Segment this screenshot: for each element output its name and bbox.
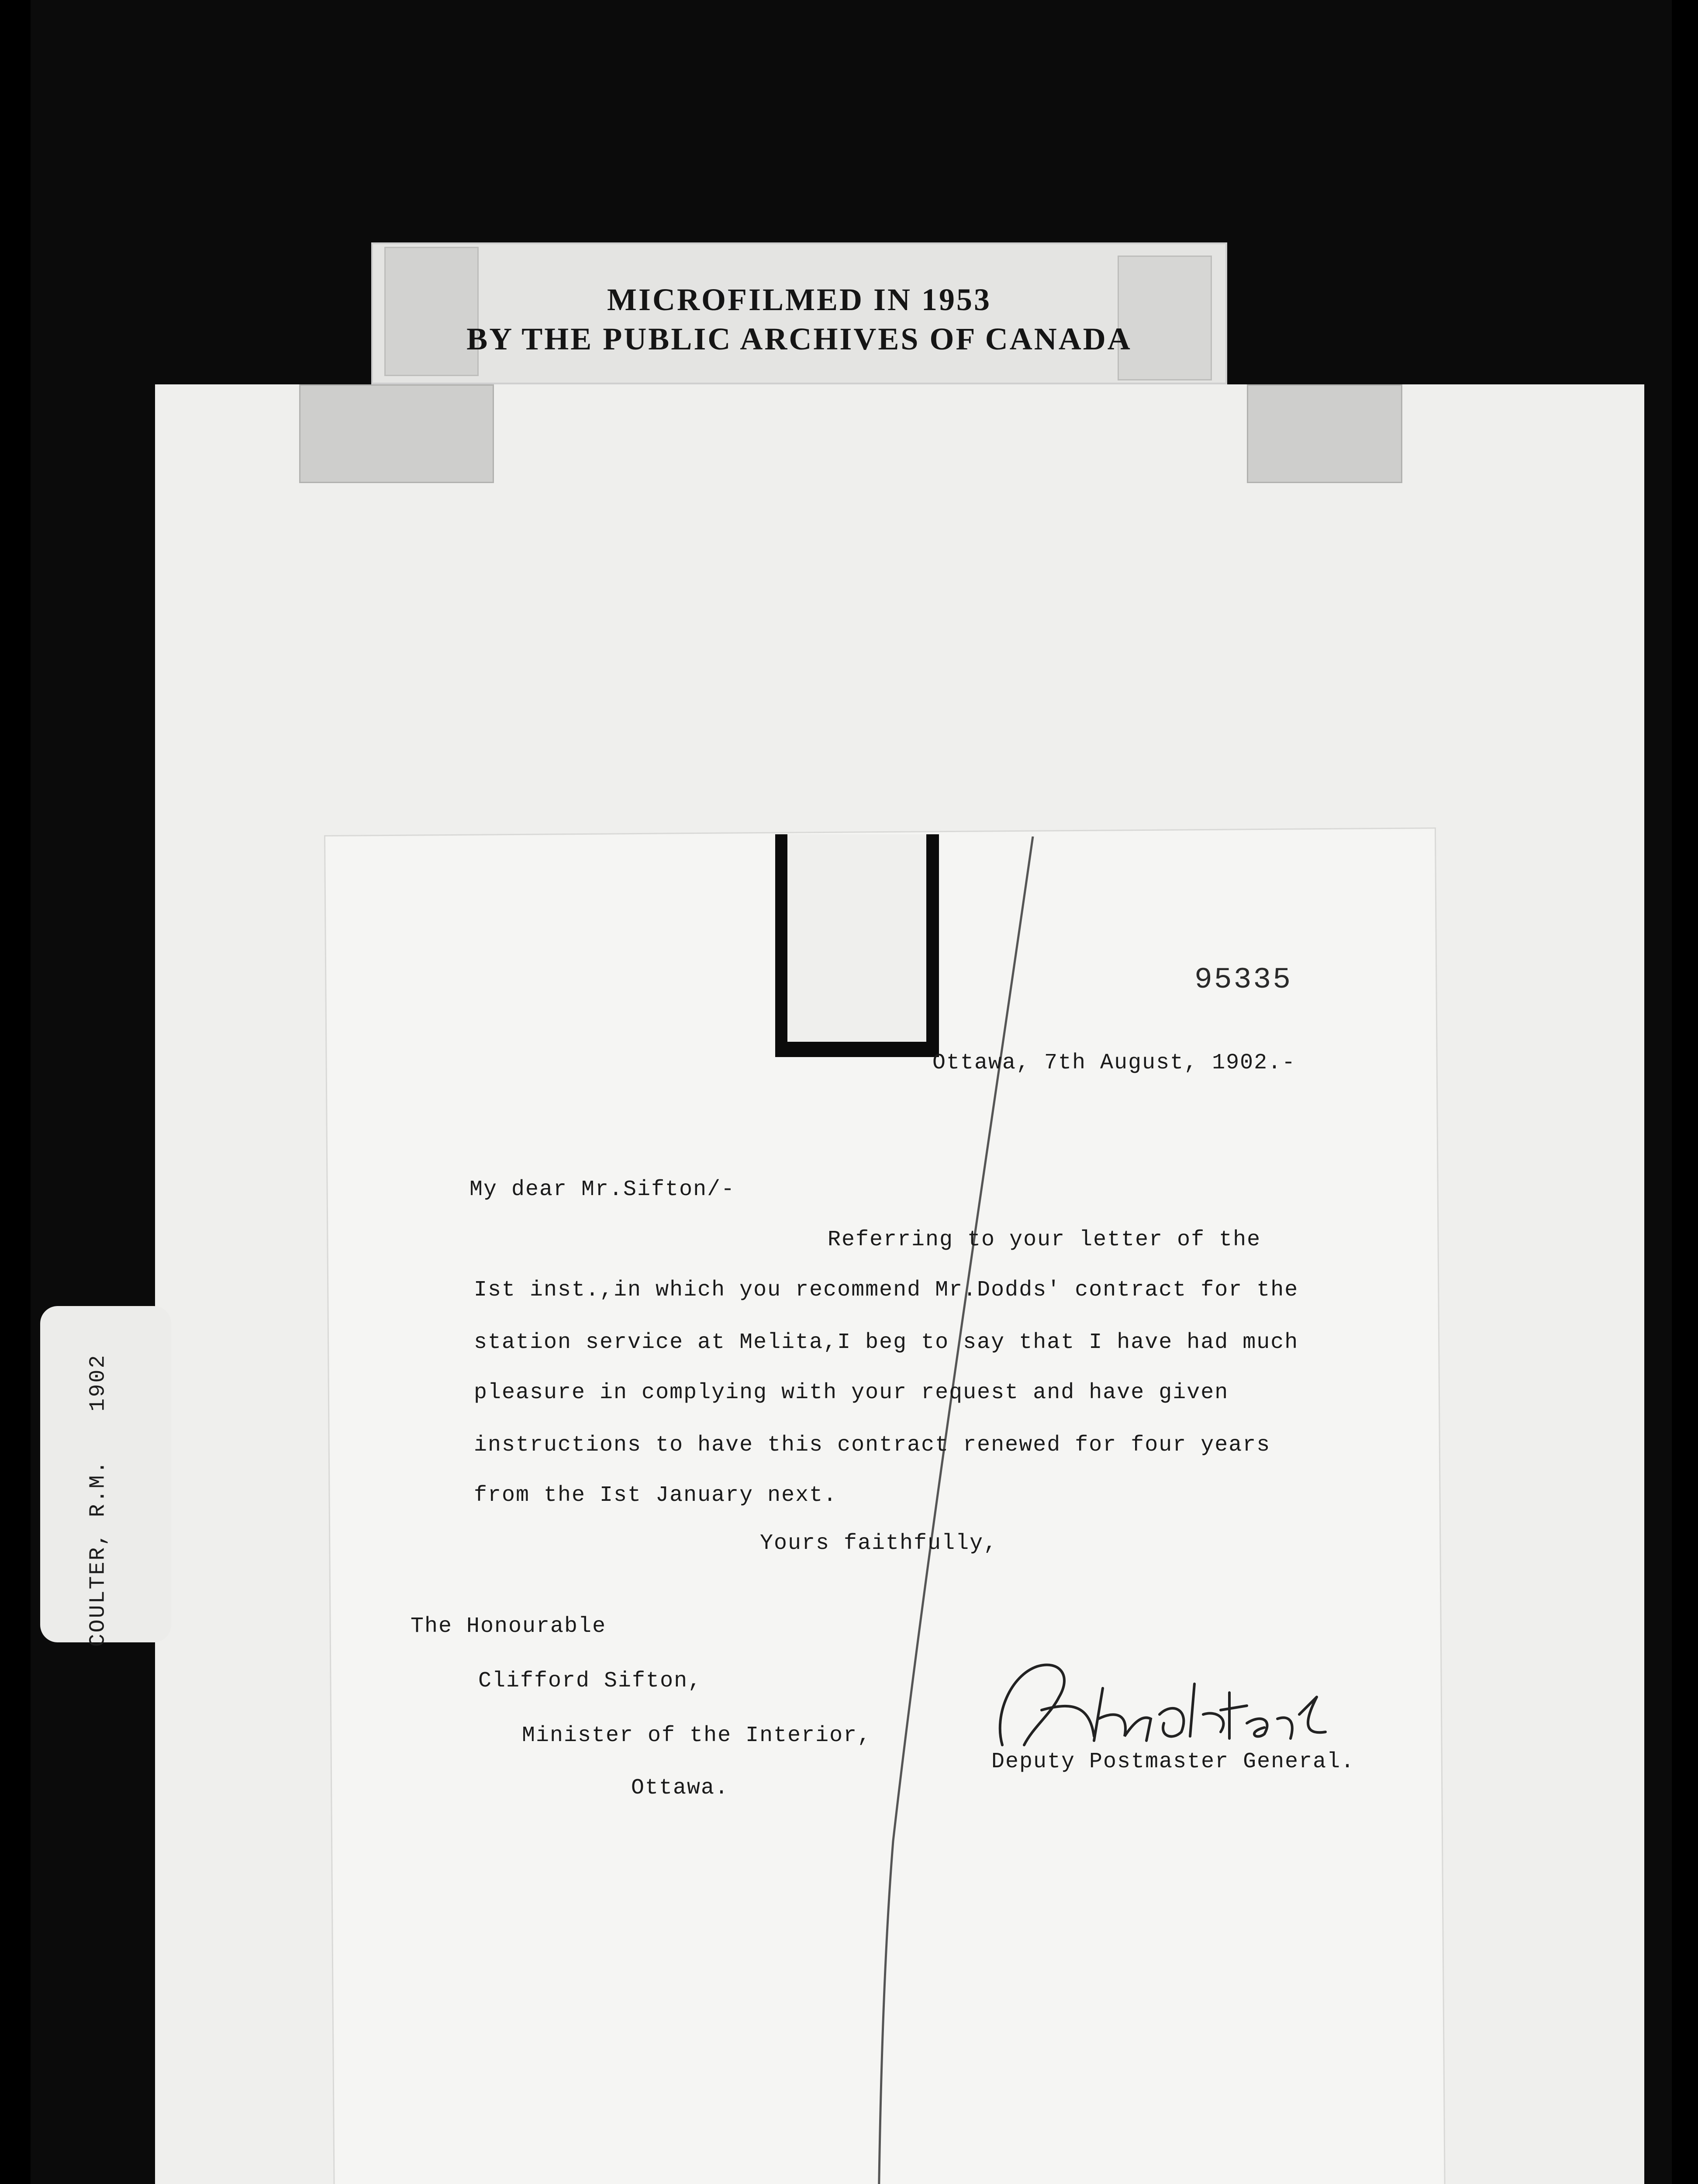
body-line: Referring to your letter of the [828, 1227, 1261, 1252]
film-edge-right [1672, 0, 1698, 2184]
tape-strip [1118, 256, 1212, 380]
addressee-line: Minister of the Interior, [522, 1723, 872, 1748]
archive-banner [371, 242, 1227, 384]
banner-line-1: MICROFILMED IN 1953 [607, 282, 991, 317]
body-line: pleasure in complying with your request and have given [474, 1380, 1229, 1405]
body-line: Ist inst.,in which you recommend Mr.Dodds' contract for the [474, 1278, 1299, 1303]
addressee-line: Clifford Sifton, [478, 1669, 702, 1693]
addressee-line: Ottawa. [631, 1776, 729, 1800]
side-index-label [86, 1306, 111, 1647]
signer-title: Deputy Postmaster General. [991, 1749, 1355, 1774]
body-line: from the Ist January next. [474, 1483, 838, 1508]
film-edge-left [0, 0, 31, 2184]
fold-crease [325, 836, 1435, 2184]
tape-strip [299, 384, 494, 483]
dateline: Ottawa, 7th August, 1902.- [932, 1051, 1296, 1075]
closing: Yours faithfully, [760, 1531, 998, 1556]
letter-sheet [325, 836, 1435, 2184]
body-line: station service at Melita,I beg to say that I have had much [474, 1330, 1299, 1355]
salutation: My dear Mr.Sifton/- [469, 1177, 735, 1202]
side-label-year: 1902 [86, 1354, 111, 1412]
addressee-line: The Honourable [411, 1614, 607, 1639]
banner-line-2: BY THE PUBLIC ARCHIVES OF CANADA [466, 321, 1132, 356]
tape-strip [1247, 384, 1402, 483]
body-line: instructions to have this contract renewed for four years [474, 1433, 1271, 1458]
document-number: 95335 [1194, 963, 1293, 997]
side-label-name: COULTER, R.M. [86, 1459, 111, 1647]
